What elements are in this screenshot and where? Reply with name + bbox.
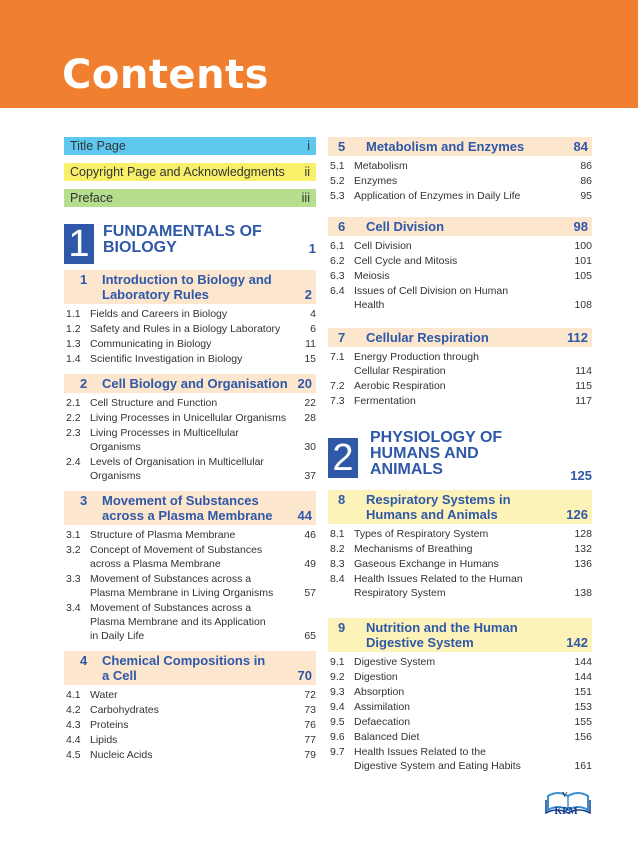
subtopic[interactable]: 1.3 Communicating in Biology 11 (66, 338, 316, 350)
subtopic[interactable]: 9.6 Balanced Diet 156 (330, 731, 592, 743)
chapter-title: Respiratory Systems in Humans and Animals (366, 492, 511, 522)
subtopic-list (328, 347, 592, 416)
subtopic[interactable]: 2.4 Levels of Organisation in Multicellular Organisms 37 (66, 456, 316, 482)
subtopic[interactable]: 5.1 Metabolism 86 (330, 160, 592, 172)
subtopic-list (328, 156, 592, 211)
contents-right-column (328, 137, 592, 781)
subtopic[interactable]: 5.2 Enzymes 86 (330, 175, 592, 187)
chapter-number: 5 (338, 139, 346, 154)
subtopic[interactable]: 6.2 Cell Cycle and Mitosis 101 (330, 255, 592, 267)
subtopic[interactable]: 9.4 Assimilation 153 (330, 701, 592, 713)
chapter-page: 44 (297, 508, 312, 523)
subtopic[interactable]: 7.1 Energy Production through Cellular Respiration 114 (330, 351, 592, 377)
chapter-page: 142 (566, 635, 588, 650)
contents-left-column (64, 137, 316, 770)
chapter-heading (328, 618, 592, 652)
chapter-page: 126 (566, 507, 588, 522)
chapter-number: 9 (338, 620, 346, 635)
toc-page: iii (301, 191, 310, 205)
toc-label: Copyright Page and Acknowledgments (70, 165, 285, 179)
unit-page: 125 (570, 468, 592, 483)
toc-title-page[interactable] (64, 137, 316, 155)
chapter-page: 84 (573, 139, 588, 154)
unit-title (370, 430, 502, 478)
subtopic[interactable]: 3.1 Structure of Plasma Membrane 46 (66, 529, 316, 541)
chapter-title: Cell Biology and Organisation (102, 376, 288, 391)
subtopic[interactable]: 1.2 Safety and Rules in a Biology Laboratory 6 (66, 323, 316, 335)
chapter-heading (64, 374, 316, 393)
subtopic[interactable]: 4.2 Carbohydrates 73 (66, 704, 316, 716)
header-banner (0, 0, 638, 108)
chapter-page: 70 (297, 668, 312, 683)
subtopic-list (328, 524, 592, 608)
subtopic-list (328, 236, 592, 320)
chapter-4[interactable] (64, 651, 316, 770)
subtopic[interactable]: 2.2 Living Processes in Unicellular Organisms 28 (66, 412, 316, 424)
toc-preface[interactable] (64, 189, 316, 207)
chapter-number: 3 (80, 493, 88, 508)
subtopic[interactable]: 8.3 Gaseous Exchange in Humans 136 (330, 558, 592, 570)
publisher-logo-text: KPM (554, 806, 578, 817)
chapter-5[interactable] (328, 137, 592, 211)
subtopic-list (64, 685, 316, 770)
chapter-1[interactable] (64, 270, 316, 374)
chapter-6[interactable] (328, 217, 592, 320)
subtopic-list (328, 652, 592, 781)
subtopic[interactable]: 1.1 Fields and Careers in Biology 4 (66, 308, 316, 320)
chapter-title: Metabolism and Enzymes (366, 139, 525, 154)
chapter-heading (64, 491, 316, 525)
chapter-heading (328, 490, 592, 524)
unit-title-line: PHYSIOLOGY OF (370, 429, 503, 446)
chapter-number: 2 (80, 376, 88, 391)
subtopic-list (64, 304, 316, 374)
subtopic[interactable]: 4.3 Proteins 76 (66, 719, 316, 731)
unit-title (103, 224, 262, 256)
chapter-page: 98 (573, 219, 588, 234)
subtopic[interactable]: 3.2 Concept of Movement of Substances across a Plasma Membrane 49 (66, 544, 316, 570)
unit-heading-1[interactable] (64, 224, 316, 270)
subtopic[interactable]: 9.3 Absorption 151 (330, 686, 592, 698)
subtopic[interactable]: 6.3 Meiosis 105 (330, 270, 592, 282)
subtopic[interactable]: 2.1 Cell Structure and Function 22 (66, 397, 316, 409)
chapter-number: 8 (338, 492, 346, 507)
subtopic[interactable]: 2.3 Living Processes in Multicellular Organisms 30 (66, 427, 316, 453)
chapter-8[interactable] (328, 490, 592, 608)
subtopic[interactable]: 9.1 Digestive System 144 (330, 656, 592, 668)
subtopic[interactable]: 1.4 Scientific Investigation in Biology 15 (66, 353, 316, 365)
page-number: v (562, 788, 568, 800)
chapter-heading (64, 270, 316, 304)
chapter-number: 1 (80, 272, 88, 287)
unit-number: 2 (328, 438, 358, 478)
unit-title-line: BIOLOGY (103, 239, 177, 256)
chapter-heading (64, 651, 316, 685)
toc-page: ii (304, 165, 310, 179)
subtopic[interactable]: 5.3 Application of Enzymes in Daily Life 95 (330, 190, 592, 202)
subtopic[interactable]: 9.7 Health Issues Related to the Digestive System and Eating Habits 161 (330, 746, 592, 772)
subtopic[interactable]: 8.2 Mechanisms of Breathing 132 (330, 543, 592, 555)
unit-page: 1 (308, 241, 316, 256)
chapter-title: Nutrition and the Human Digestive System (366, 620, 518, 650)
chapter-heading (328, 137, 592, 156)
subtopic[interactable]: 9.5 Defaecation 155 (330, 716, 592, 728)
subtopic[interactable]: 9.2 Digestion 144 (330, 671, 592, 683)
subtopic[interactable]: 3.4 Movement of Substances across a Plasma Membrane and its Application in Daily Life 65 (66, 602, 316, 642)
unit-title-line: ANIMALS (370, 461, 443, 478)
chapter-page: 112 (567, 330, 588, 345)
chapter-heading (328, 328, 592, 347)
unit-number: 1 (64, 224, 94, 264)
chapter-9[interactable] (328, 618, 592, 781)
subtopic[interactable]: 3.3 Movement of Substances across a Plasma Membrane in Living Organisms 57 (66, 573, 316, 599)
subtopic[interactable]: 8.4 Health Issues Related to the Human Respiratory System 138 (330, 573, 592, 599)
chapter-2[interactable] (64, 374, 316, 491)
chapter-number: 6 (338, 219, 346, 234)
chapter-title: Movement of Substances across a Plasma Membrane (102, 493, 273, 523)
unit-title-line: FUNDAMENTALS OF (103, 223, 262, 240)
toc-label: Title Page (70, 139, 126, 153)
chapter-heading (328, 217, 592, 236)
subtopic[interactable]: 4.4 Lipids 77 (66, 734, 316, 746)
subtopic[interactable]: 4.1 Water 72 (66, 689, 316, 701)
unit-heading-2[interactable] (328, 430, 592, 488)
subtopic-list (64, 525, 316, 651)
subtopic[interactable]: 8.1 Types of Respiratory System 128 (330, 528, 592, 540)
toc-label: Preface (70, 191, 114, 205)
subtopic[interactable]: 4.5 Nucleic Acids 79 (66, 749, 316, 761)
toc-copyright-page[interactable] (64, 163, 316, 181)
page-title: Contents (62, 52, 269, 98)
toc-page: i (307, 139, 310, 153)
chapter-title: Cellular Respiration (366, 330, 489, 345)
chapter-7[interactable] (328, 328, 592, 416)
chapter-number: 7 (338, 330, 346, 345)
chapter-title: Cell Division (366, 219, 445, 234)
subtopic-list (64, 393, 316, 491)
chapter-title: Introduction to Biology and Laboratory Rules (102, 272, 272, 302)
subtopic[interactable]: 7.3 Fermentation 117 (330, 395, 592, 407)
chapter-number: 4 (80, 653, 88, 668)
subtopic[interactable]: 7.2 Aerobic Respiration 115 (330, 380, 592, 392)
unit-title-line: HUMANS AND (370, 445, 479, 462)
chapter-page: 20 (297, 376, 312, 391)
subtopic[interactable]: 6.1 Cell Division 100 (330, 240, 592, 252)
chapter-title: Chemical Compositions in a Cell (102, 653, 266, 683)
chapter-page: 2 (304, 287, 312, 302)
subtopic[interactable]: 6.4 Issues of Cell Division on Human Health 108 (330, 285, 592, 311)
chapter-3[interactable] (64, 491, 316, 651)
